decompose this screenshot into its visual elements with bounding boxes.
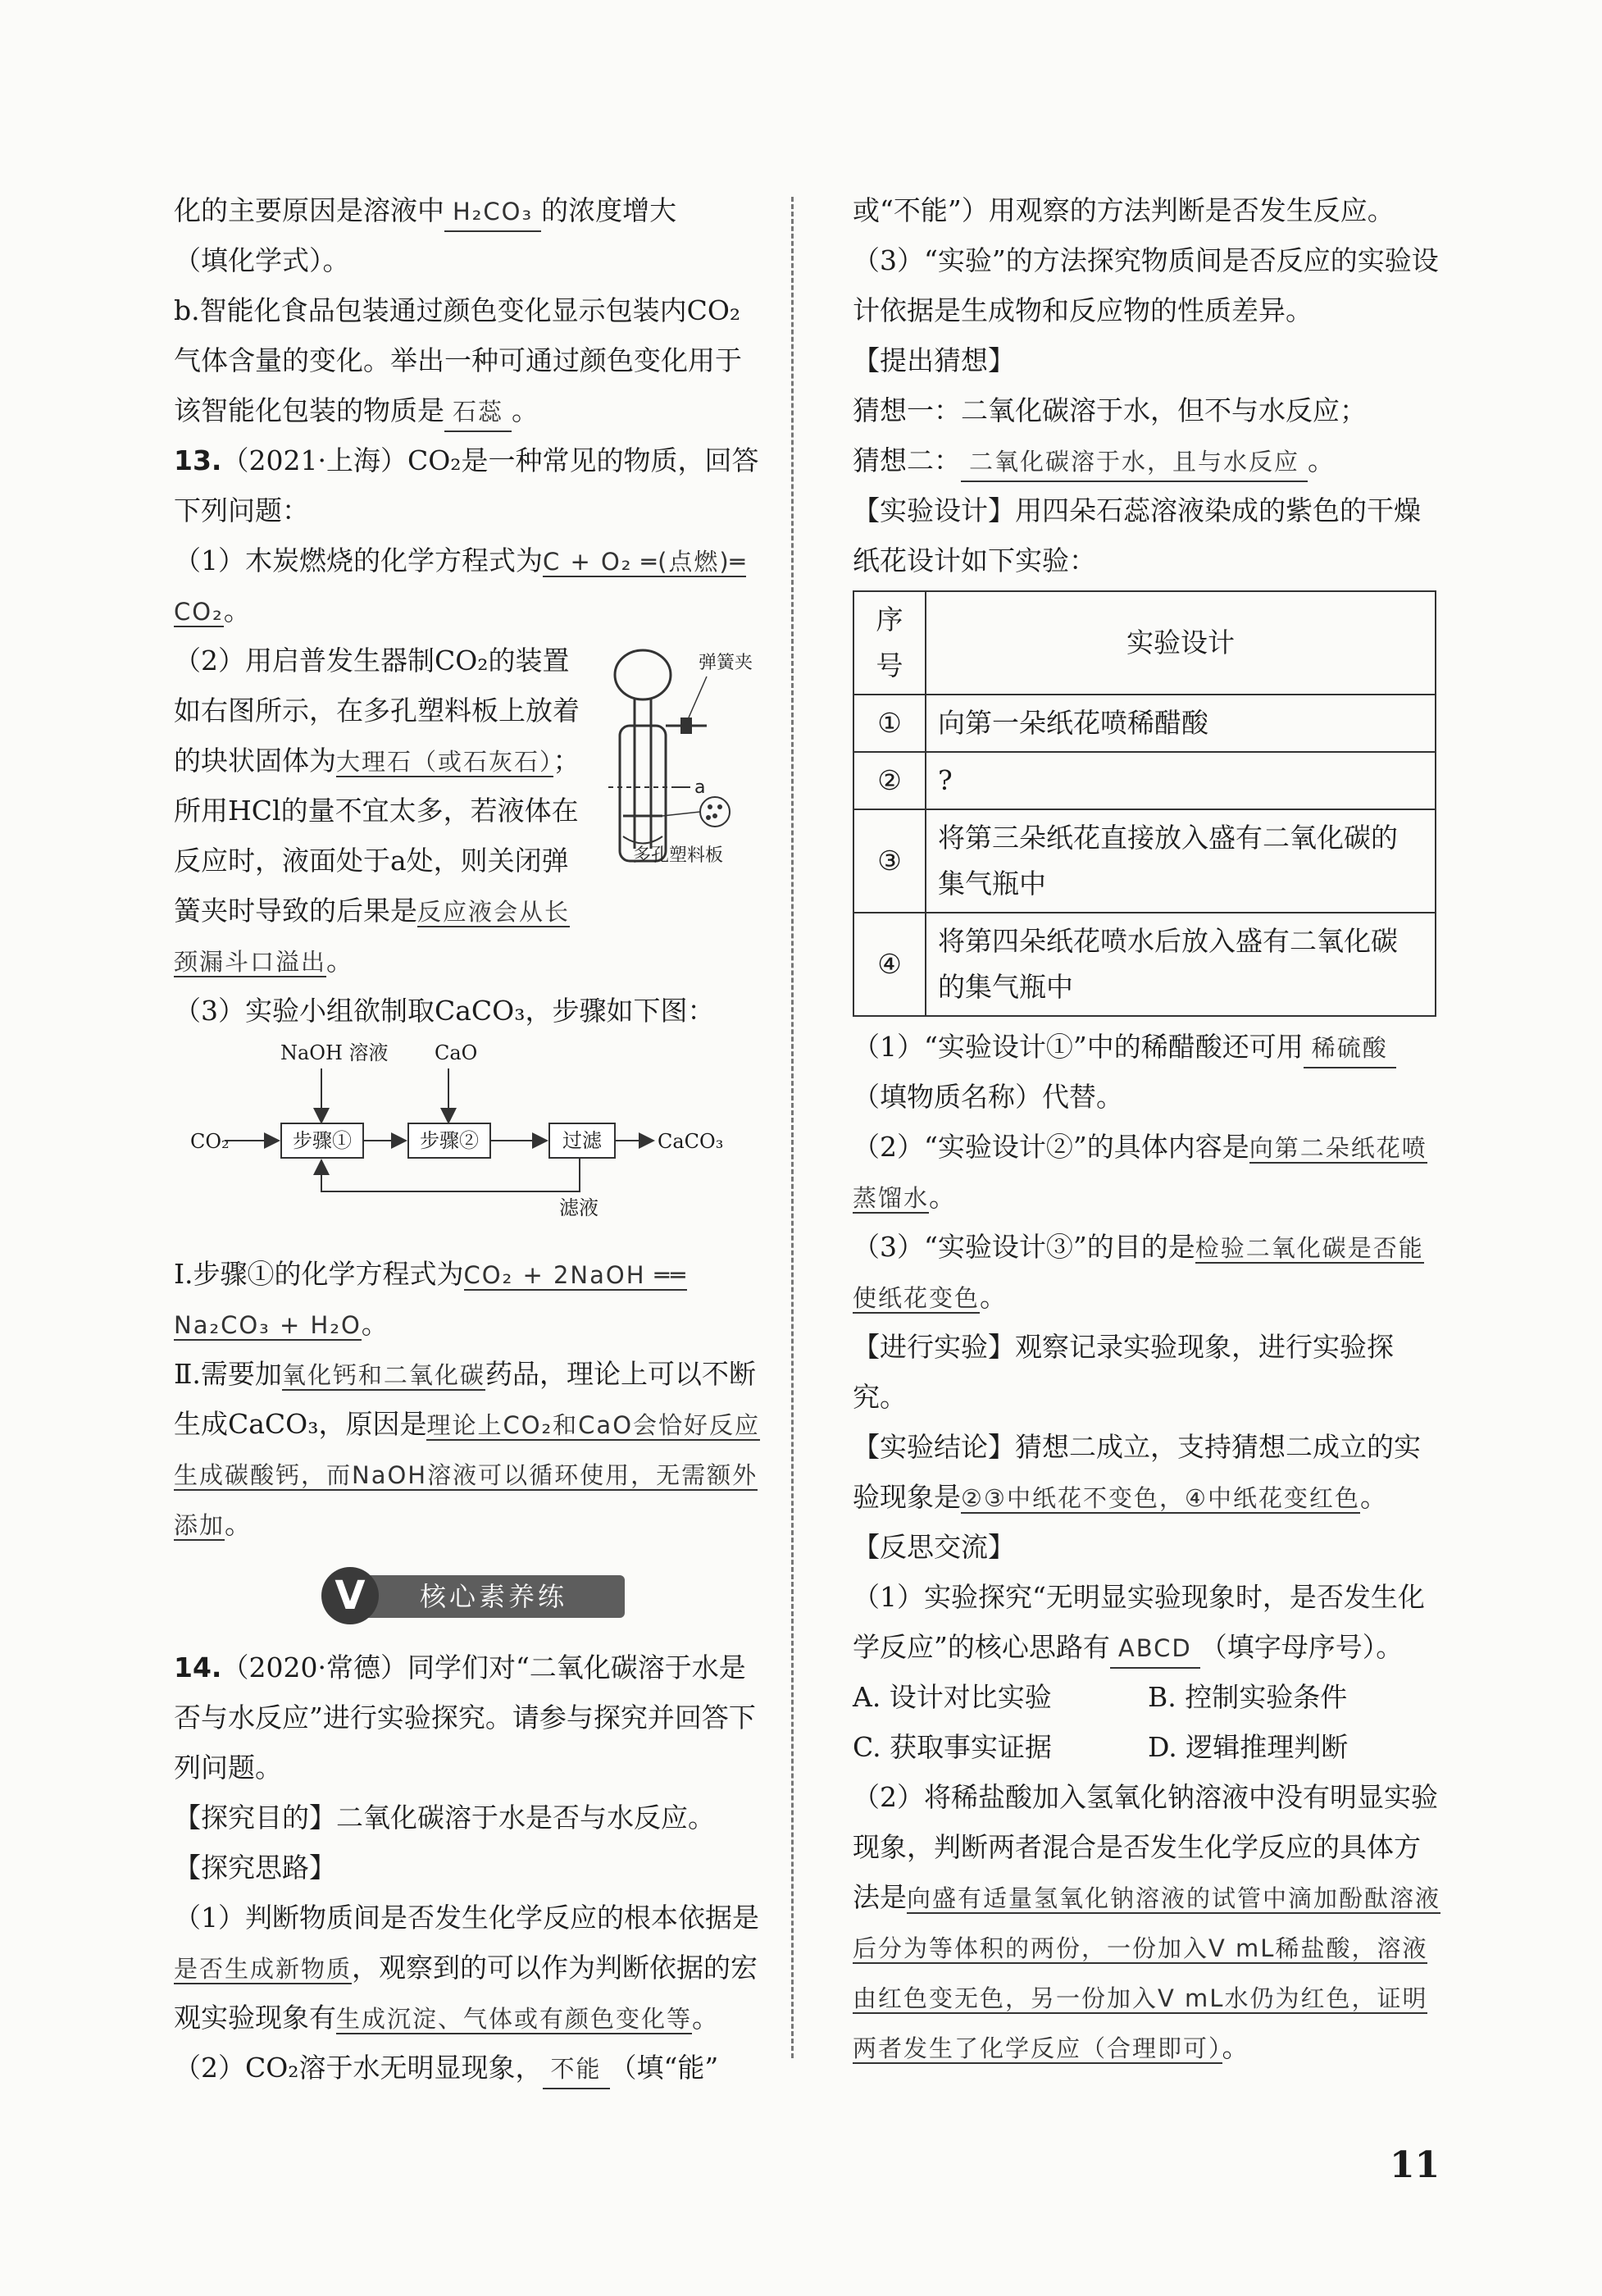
options-row (853, 1722, 1443, 1772)
question-13 (174, 435, 764, 535)
paragraph: 【探究目的】二氧化碳溶于水是否与水反应。 (174, 1802, 715, 1834)
paragraph (853, 1772, 1443, 2072)
row-seq: ① (853, 695, 926, 752)
row-seq: ④ (853, 913, 926, 1016)
answer-blank: ABCD (1110, 1629, 1200, 1669)
text: 的浓度增大 (541, 194, 677, 226)
answer-blank: C + O₂ ═(点燃)═ CO₂ (174, 548, 747, 626)
paragraph: 或“不能”）用观察的方法判断是否发生反应。 (853, 194, 1395, 226)
answer-blank: 反应液会从长颈漏斗口溢出 (174, 898, 571, 976)
step-1-box: 步骤① (280, 1123, 364, 1159)
text: ；所用HCl的量不宜太多，若液体在反应时，液面处于a处，则关闭弹簧夹时导致的后果是 (174, 745, 580, 927)
paragraph: 【进行实验】观察记录实验现象，进行实验探究。 (853, 1331, 1394, 1413)
text: 药品，理论上可以不断生成CaCO₃，原因是 (174, 1358, 756, 1440)
text: 。 (1308, 444, 1336, 476)
text: 化的主要原因是溶液中 (174, 194, 444, 226)
section-banner (174, 1556, 764, 1636)
kipp-section (174, 636, 764, 986)
text: （填物质名称）代替。 (853, 1081, 1123, 1113)
text: （1）判断物质间是否发生化学反应的根本依据是 (174, 1902, 759, 1934)
caco3-label: CaCO₃ (658, 1130, 724, 1153)
paragraph (174, 1349, 764, 1549)
banner-title: 核心素养练 (419, 1581, 567, 1612)
answer-blank: CO₂ + 2NaOH ══ Na₂CO₃ + H₂O (174, 1261, 687, 1339)
text: ，观察到的可以作为判断依据的宏观实验现象有 (174, 1952, 758, 2034)
paragraph (853, 435, 1443, 485)
text: 。 (512, 394, 539, 426)
text: （2）将稀盐酸加入氢氧化钠溶液中没有明显实验现象，判断两者混合是否发生化学反应的具体方法是 (853, 1781, 1438, 1913)
text: 。 (980, 1281, 1008, 1313)
text: 猜想二： (853, 444, 961, 476)
filtrate-label: 滤液 (559, 1196, 598, 1219)
question-stem: （2020·常德）同学们对“二氧化碳溶于水是否与水反应”进行实验探究。请参与探究并回答下列问题。 (174, 1651, 756, 1784)
filter-box: 过滤 (548, 1123, 616, 1159)
option-a: A. 设计对比实验 (853, 1681, 1052, 1713)
answer-blank: 是否生成新物质 (174, 1955, 353, 1983)
text: Ⅰ.步骤①的化学方程式为 (174, 1258, 464, 1290)
table-row (853, 752, 1436, 809)
naoh-label: NaOH 溶液 (280, 1041, 389, 1064)
option-d: D. 逻辑推理判断 (1148, 1731, 1349, 1763)
paragraph (853, 1022, 1443, 1122)
answer-blank: 向第二朵纸花喷蒸馏水 (853, 1134, 1427, 1212)
text: （1）木炭燃烧的化学方程式为 (174, 544, 543, 576)
text: Ⅱ.需要加 (174, 1358, 282, 1390)
text: （2）CO₂溶于水无明显现象， (174, 2052, 543, 2084)
answer-blank: ②③中纸花不变色，④中纸花变红色 (961, 1484, 1360, 1512)
paragraph (853, 1122, 1443, 1222)
left-column (174, 185, 764, 2093)
paragraph (174, 535, 764, 636)
column-divider (791, 197, 794, 2058)
answer-blank: H₂CO₃ (444, 193, 541, 232)
flow-diagram (174, 1036, 764, 1249)
text: （1）实验探究“无明显实验现象时，是否发生化学反应”的核心思路有 (853, 1581, 1425, 1663)
answer-blank: 大理石（或石灰石） (336, 748, 553, 776)
question-14 (174, 1642, 764, 1793)
paragraph (174, 285, 764, 435)
paragraph: 【实验设计】用四朵石蕊溶液染成的紫色的干燥纸花设计如下实验： (853, 494, 1421, 576)
text: （2）“实验设计②”的具体内容是 (853, 1131, 1249, 1163)
experiment-table (853, 590, 1436, 1017)
row-text: 将第三朵纸花直接放入盛有二氧化碳的集气瓶中 (926, 809, 1436, 913)
row-seq: ② (853, 752, 926, 809)
answer-blank: 生成沉淀、气体或有颜色变化等 (336, 2005, 693, 2033)
paragraph: 【反思交流】 (853, 1531, 1015, 1563)
answer-blank: 石蕊 (444, 393, 512, 432)
paragraph: 【提出猜想】 (853, 344, 1015, 376)
row-text: 将第四朵纸花喷水后放入盛有二氧化碳的集气瓶中 (926, 913, 1436, 1016)
paragraph (853, 1422, 1443, 1522)
paragraph (853, 1572, 1443, 1672)
text: （1）“实验设计①”中的稀醋酸还可用 (853, 1031, 1304, 1063)
option-b: B. 控制实验条件 (1148, 1681, 1348, 1713)
answer-blank: 向盛有适量氢氧化钠溶液的试管中滴加酚酞溶液后分为等体积的两份，一份加入V mL稀盐酸，溶液由红色变无色，另一份加入V mL水仍为红色，证明两者发生了化学反应（合理即可） (853, 1884, 1441, 2062)
level-a-label: a (694, 777, 706, 798)
plate-label: 多孔塑料板 (633, 845, 724, 866)
answer-blank: 检验二氧化碳是否能使纸花变色 (853, 1234, 1424, 1312)
text: 。 (225, 1508, 253, 1540)
text: 。 (361, 1308, 389, 1340)
table-row (853, 913, 1436, 1016)
text: 。 (929, 1181, 957, 1213)
row-seq: ③ (853, 809, 926, 913)
paragraph: 猜想一：二氧化碳溶于水，但不与水反应； (853, 394, 1367, 426)
paragraph: （填化学式）。 (174, 244, 350, 276)
right-column (853, 185, 1443, 2072)
table-row (853, 809, 1436, 913)
header-design: 实验设计 (926, 591, 1436, 695)
text: 。 (223, 594, 251, 626)
cao-label: CaO (435, 1041, 478, 1064)
row-text: 向第一朵纸花喷稀醋酸 (926, 695, 1436, 752)
question-number: 13. (174, 444, 222, 476)
header-seq: 序号 (853, 591, 926, 695)
answer-blank: 氧化钙和二氧化碳 (281, 1361, 485, 1389)
paragraph (174, 185, 764, 235)
text: （2）用启普发生器制CO₂的装置如右图所示，在多孔塑料板上放着的块状固体为 (174, 645, 580, 777)
paragraph (174, 1893, 764, 2043)
paragraph: 【探究思路】 (174, 1852, 336, 1884)
text: （填字母序号）。 (1199, 1631, 1404, 1663)
paragraph (174, 1249, 764, 1349)
text: （填“能” (609, 2052, 719, 2084)
text: 。 (1360, 1481, 1387, 1513)
paragraph: （3）“实验”的方法探究物质间是否反应的实验设计依据是生成物和反应物的性质差异。 (853, 244, 1439, 326)
co2-label: CO₂ (190, 1130, 230, 1153)
answer-blank: 理论上CO₂和CaO会恰好反应生成碳酸钙，而NaOH溶液可以循环使用，无需额外添加 (174, 1411, 761, 1539)
paragraph (174, 636, 584, 986)
banner-v-icon: V (321, 1567, 379, 1624)
text: 【实验结论】猜想二成立，支持猜想二成立的实验现象是 (853, 1431, 1421, 1513)
row-text: ? (926, 752, 1436, 809)
question-stem: （2021·上海）CO₂是一种常见的物质，回答下列问题： (174, 444, 759, 526)
paragraph (853, 1222, 1443, 1322)
question-number: 14. (174, 1651, 222, 1683)
answer-blank: 稀硫酸 (1304, 1029, 1396, 1068)
table-header-row (853, 591, 1436, 695)
text: 。 (1222, 2031, 1249, 2063)
text: （3）“实验设计③”的目的是 (853, 1231, 1195, 1263)
paragraph (174, 2043, 764, 2093)
step-2-box: 步骤② (407, 1123, 491, 1159)
table-row (853, 695, 1436, 752)
paragraph: （3）实验小组欲制取CaCO₃，步骤如下图： (174, 995, 715, 1027)
kipp-apparatus-figure (584, 636, 764, 873)
clamp-label: 弹簧夹 (699, 653, 753, 673)
options-row (853, 1672, 1443, 1722)
page-number: 11 (1390, 2144, 1440, 2186)
answer-blank: 不能 (543, 2050, 610, 2089)
text: 。 (326, 945, 354, 977)
option-c: C. 获取事实证据 (853, 1731, 1053, 1763)
text: 。 (692, 2002, 720, 2034)
text: b.智能化食品包装通过颜色变化显示包装内CO₂气体含量的变化。举出一种可通过颜色变化用于该智能化包装的物质是 (174, 294, 742, 426)
answer-blank: 二氧化碳溶于水，且与水反应 (961, 443, 1308, 482)
